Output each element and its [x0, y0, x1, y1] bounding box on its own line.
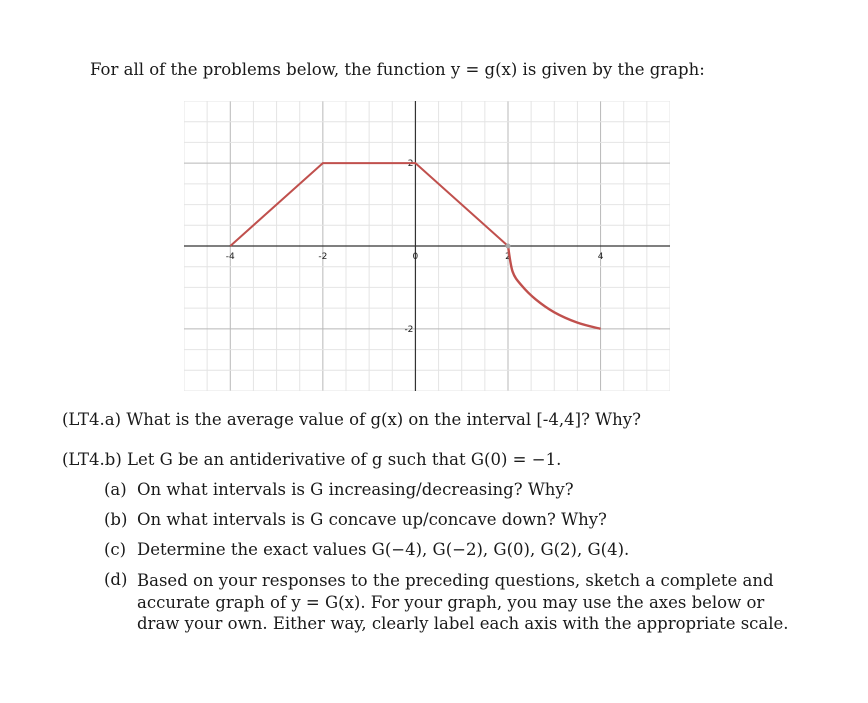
sub-question-label: (a)	[104, 480, 127, 499]
function-graph	[184, 101, 670, 391]
y-tick-label: -2	[404, 324, 414, 335]
x-tick-label: 4	[597, 252, 604, 262]
sub-question-text: On what intervals is G increasing/decreasing? Why?	[137, 480, 574, 499]
sub-question-label: (c)	[104, 540, 127, 559]
y-tick-label: 2	[407, 159, 414, 170]
sub-question-text: On what intervals is G concave up/concave down? Why?	[137, 510, 607, 529]
question-lt4a: (LT4.a) What is the average value of g(x) on the interval [-4,4]? Why?	[62, 410, 641, 429]
x-tick-label: -2	[318, 252, 328, 262]
axes	[184, 101, 670, 391]
sub-question-label: (b)	[104, 510, 128, 529]
x-tick-label: 2	[505, 252, 511, 262]
sub-question-label: (d)	[104, 570, 128, 589]
sub-question-text: Determine the exact values G(−4), G(−2), G(0), G(2), G(4).	[137, 540, 630, 559]
sub-question-text: Based on your responses to the preceding questions, sketch a complete and accurate graph of y = G(x). For your graph, you may use the axes below or draw your own. Either way, clearly label each axis with the appropriate scale.	[137, 571, 789, 633]
x-tick-label: 0	[412, 252, 419, 262]
intro-text: For all of the problems below, the function y = g(x) is given by the graph:	[90, 60, 705, 79]
point-marker	[506, 244, 511, 249]
question-lt4b: (LT4.b) Let G be an antiderivative of g such that G(0) = −1.	[62, 450, 562, 469]
x-tick-label: -4	[225, 252, 235, 262]
